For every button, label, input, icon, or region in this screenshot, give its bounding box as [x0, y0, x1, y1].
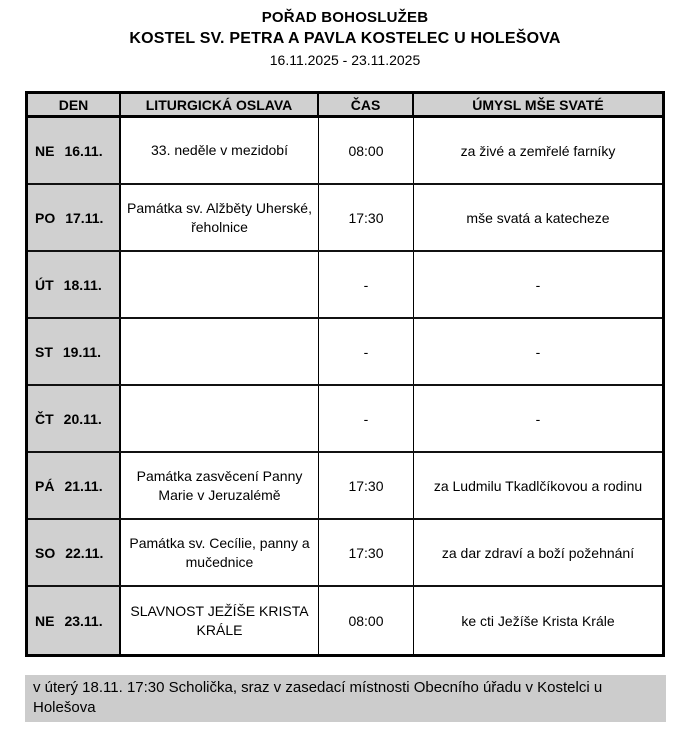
time-cell: 08:00 — [319, 587, 414, 654]
column-header-time: ČAS — [319, 94, 414, 115]
intention-cell: - — [535, 410, 541, 427]
footer-note: v úterý 18.11. 17:30 Scholička, sraz v zasedací místnosti Obecního úřadu v Kostelci u Holešova — [25, 675, 666, 722]
day-cell — [28, 587, 121, 654]
intention-cell: za Ludmilu Tkadlčíkovou a rodinu — [433, 477, 643, 494]
day-abbr: PO — [35, 209, 56, 226]
table-row — [28, 587, 662, 654]
table-row — [28, 453, 662, 520]
celebration-cell: Památka sv. Alžběty Uherské, řeholnice — [121, 185, 319, 250]
time-cell: 17:30 — [319, 520, 414, 585]
day-date: 20.11. — [63, 410, 102, 427]
table-row — [28, 520, 662, 587]
day-cell — [28, 520, 121, 585]
day-cell — [28, 252, 121, 317]
day-abbr: PÁ — [35, 477, 55, 494]
celebration-cell: SLAVNOST JEŽÍŠE KRISTA KRÁLE — [121, 587, 319, 654]
intention-cell: za dar zdraví a boží požehnání — [441, 544, 635, 561]
table-row — [28, 386, 662, 453]
schedule-table — [25, 91, 665, 657]
column-header-celebration: LITURGICKÁ OSLAVA — [121, 94, 319, 115]
day-date: 23.11. — [64, 612, 103, 629]
column-header-intention: ÚMYSL MŠE SVATÉ — [414, 94, 662, 115]
day-abbr: ČT — [35, 410, 54, 427]
time-cell: 17:30 — [319, 453, 414, 518]
time-cell: - — [319, 319, 414, 384]
table-row — [28, 118, 662, 185]
date-range: 16.11.2025 - 23.11.2025 — [269, 52, 421, 68]
table-row — [28, 252, 662, 319]
celebration-cell: 33. neděle v mezidobí — [121, 118, 319, 183]
intention-cell: ke cti Ježíše Krista Krále — [461, 612, 615, 629]
day-abbr: SO — [35, 544, 56, 561]
column-header-day: DEN — [28, 94, 121, 115]
intention-cell: za živé a zemřelé farníky — [460, 142, 616, 159]
table-header-row — [28, 94, 662, 118]
day-abbr: NE — [35, 612, 55, 629]
time-cell: - — [319, 386, 414, 451]
day-cell — [28, 118, 121, 183]
intention-cell: mše svatá a katecheze — [466, 209, 610, 226]
day-date: 16.11. — [64, 142, 103, 159]
intention-cell: - — [535, 276, 541, 293]
time-cell: - — [319, 252, 414, 317]
day-abbr: NE — [35, 142, 55, 159]
day-cell — [28, 319, 121, 384]
celebration-cell — [121, 386, 319, 451]
day-date: 22.11. — [65, 544, 104, 561]
day-cell — [28, 453, 121, 518]
page-title: POŘAD BOHOSLUŽEB — [261, 9, 429, 26]
day-date: 21.11. — [64, 477, 103, 494]
day-cell — [28, 185, 121, 250]
celebration-cell — [121, 319, 319, 384]
table-row — [28, 319, 662, 386]
time-cell: 17:30 — [319, 185, 414, 250]
day-date: 19.11. — [62, 343, 102, 360]
day-cell — [28, 386, 121, 451]
document-header — [0, 0, 690, 71]
celebration-cell: Památka zasvěcení Panny Marie v Jeruzalémě — [121, 453, 319, 518]
church-name: KOSTEL SV. PETRA A PAVLA KOSTELEC U HOLEŠOVA — [129, 30, 561, 47]
day-date: 18.11. — [63, 276, 102, 293]
celebration-cell — [121, 252, 319, 317]
time-cell: 08:00 — [319, 118, 414, 183]
table-row — [28, 185, 662, 252]
day-abbr: ST — [35, 343, 53, 360]
day-date: 17.11. — [65, 209, 104, 226]
day-abbr: ÚT — [35, 276, 54, 293]
intention-cell: - — [535, 343, 541, 360]
celebration-cell: Památka sv. Cecílie, panny a mučednice — [121, 520, 319, 585]
